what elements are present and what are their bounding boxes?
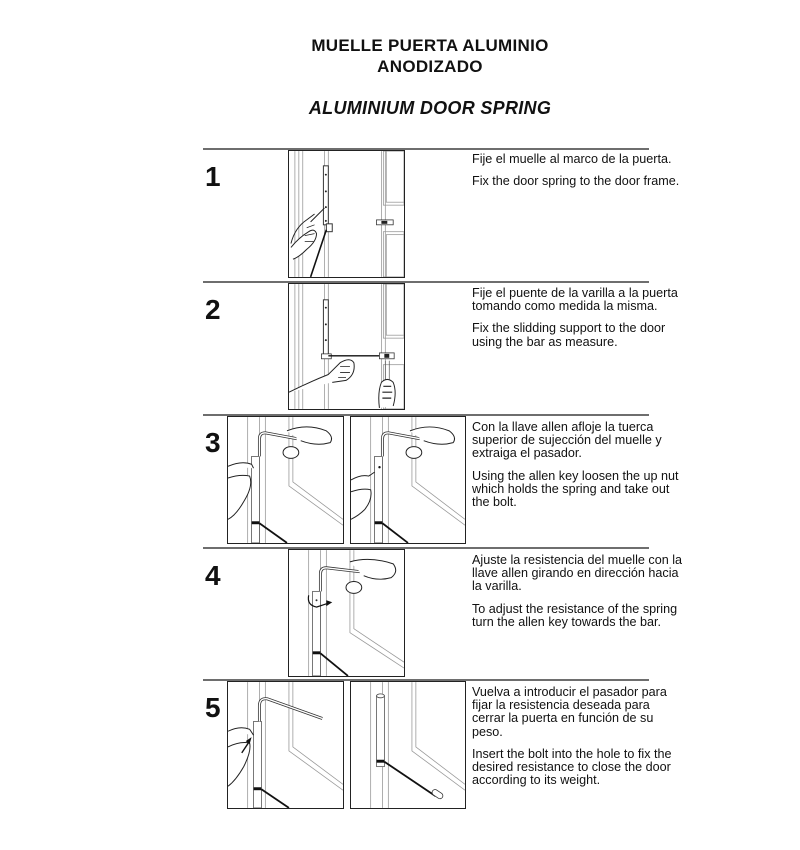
instruction-english: Using the allen key loosen the up nut which holds the spring and take out the bolt. xyxy=(472,468,679,510)
instruction-english: To adjust the resistance of the spring turn the allen key towards the bar. xyxy=(472,601,678,629)
instruction-spanish: Ajuste la resistencia del muelle con la llave allen girando en dirección hacia la varilla. xyxy=(472,553,683,594)
instruction-spanish: Con la llave allen afloje la tuerca superior de sujección del muelle y extraiga el pasador. xyxy=(472,420,662,461)
instruction-english: Fix the door spring to the door frame. xyxy=(472,174,680,189)
sliding-support-install-drawing xyxy=(289,284,404,409)
step-3-illustration-loosen-nut xyxy=(227,416,344,544)
step-5-instructions xyxy=(472,686,682,796)
step-number: 3 xyxy=(205,427,221,458)
step-1-instructions xyxy=(472,153,682,197)
step-3-instructions xyxy=(472,421,682,518)
bolt-insertion-drawing xyxy=(228,682,343,808)
step-number: 1 xyxy=(205,161,221,192)
step-divider xyxy=(203,148,649,150)
allen-key-loosen-drawing xyxy=(228,417,343,543)
step-5-illustration-insert-bolt xyxy=(227,681,344,809)
step-4-illustration xyxy=(288,549,405,677)
instruction-spanish: Fije el puente de la varilla a la puerta tomando como medida la misma. xyxy=(472,286,678,314)
step-number: 5 xyxy=(205,692,221,723)
step-2-illustration xyxy=(288,283,405,410)
step-1-illustration xyxy=(288,150,405,278)
instruction-spanish: Vuelva a introducir el pasador para fijar la resistencia deseada para cerrar la puerta en función de su peso. xyxy=(472,685,667,739)
installed-spring-drawing xyxy=(351,682,465,808)
title-spanish-line-2: ANODIZADO xyxy=(377,57,483,76)
title-spanish-line-1: MUELLE PUERTA ALUMINIO xyxy=(311,36,549,55)
step-divider xyxy=(203,281,649,283)
adjust-resistance-drawing xyxy=(289,550,404,676)
title-english: ALUMINIUM DOOR SPRING xyxy=(308,98,552,118)
instruction-english: Fix the slidding support to the door using the bar as measure. xyxy=(472,321,666,349)
step-2-instructions xyxy=(472,287,682,358)
step-divider xyxy=(203,547,649,549)
step-number: 4 xyxy=(205,560,221,591)
step-number: 2 xyxy=(205,294,221,325)
instruction-english: Insert the bolt into the hole to fix the desired resistance to close the door according to its weight. xyxy=(472,746,672,788)
step-5-illustration-final xyxy=(350,681,466,809)
step-3-illustration-remove-bolt xyxy=(350,416,466,544)
bolt-removal-drawing xyxy=(351,417,465,543)
instruction-spanish: Fije el muelle al marco de la puerta. xyxy=(472,152,672,166)
door-frame-install-drawing xyxy=(289,151,404,277)
step-4-instructions xyxy=(472,554,682,638)
